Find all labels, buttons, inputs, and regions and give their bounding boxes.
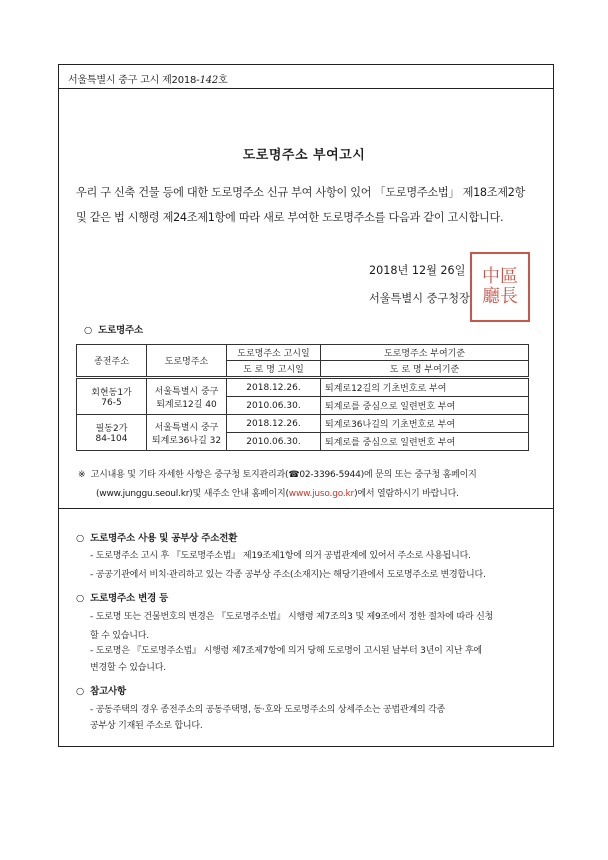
section-heading xyxy=(76,590,168,604)
road-line: 퇴계로12길 40 xyxy=(156,399,217,410)
section-title: 도로명주소 사용 및 공부상 주소전환 xyxy=(90,533,238,544)
list-item: - 도로명 또는 건물번호의 변경은 『도로명주소법』 시행령 제7조의3 및 제9조에서 정한 절차에 따라 신청 xyxy=(90,612,494,622)
basis-cell: 퇴계로36나길의 기초번호로 부여 xyxy=(321,415,529,433)
note-mark: ※ xyxy=(78,470,86,480)
jibun-line: 84-104 xyxy=(95,434,128,444)
intro-line-2: 및 같은 법 시행령 제24조제1항에 따라 새로 부여한 도로명주소를 다음과 같이 고시합니다. xyxy=(76,211,504,224)
note-text: )에서 열람하시기 바랍니다. xyxy=(354,489,459,499)
list-item: - 공동주택의 경우 종전주소의 공동주택명, 동·호와 도로명주소의 상세주소는 공법관계의 각종 xyxy=(90,705,446,715)
date-cell: 2018.12.26. xyxy=(227,415,321,433)
intro-paragraph xyxy=(76,180,546,230)
note-text: (www.junggu.seoul.kr)및 새주소 안내 홈페이지( xyxy=(96,489,289,499)
date-cell: 2010.06.30. xyxy=(227,433,321,451)
contact-note xyxy=(78,466,538,504)
official-seal-stamp: 中區 廳長 xyxy=(470,252,530,322)
road-line: 퇴계로36나길 32 xyxy=(151,435,222,446)
note-text: 고시내용 및 기타 자세한 사항은 중구청 토지관리과(☎02-3396-5944)에 문의 또는 중구청 홈페이지 xyxy=(90,470,477,480)
col-header-basis-bottom: 도 로 명 부여기준 xyxy=(321,361,529,378)
jibun-cell xyxy=(77,378,147,415)
notice-number-prefix: 서울특별시 중구 고시 제2018- xyxy=(68,75,200,86)
jibun-line: 76-5 xyxy=(101,398,122,408)
jibun-cell xyxy=(77,415,147,451)
juso-link[interactable]: www.juso.go.kr xyxy=(288,489,355,499)
list-item: 할 수 있습니다. xyxy=(90,631,149,641)
list-item: - 도로명주소 고시 후 『도로명주소법』 제19조제1항에 의거 공법관계에 있어서 주소로 사용됩니다. xyxy=(90,551,471,561)
section-bullet: ○ xyxy=(76,593,85,604)
col-header-jibun: 종전주소 xyxy=(77,345,147,378)
section-title: 참고사항 xyxy=(90,686,127,697)
road-line: 서울특별시 중구 xyxy=(154,386,219,397)
list-item: - 공공기관에서 비치·관리하고 있는 각종 공부상 주소(소재지)는 해당기관에서 도로명주소로 변경합니다. xyxy=(90,570,486,580)
section-bullet: ○ xyxy=(84,325,93,336)
basis-cell: 퇴계로를 중심으로 일련번호 부여 xyxy=(321,397,529,415)
note-line-1 xyxy=(78,466,538,485)
list-item: - 도로명은 『도로명주소법』 시행령 제7조제7항에 의거 당해 도로명이 고시된 날부터 3년이 지난 후에 xyxy=(90,646,482,656)
section-bullet: ○ xyxy=(76,686,85,697)
table-row xyxy=(77,415,529,433)
issuer-name: 서울특별시 중구청장 xyxy=(369,292,470,305)
col-header-road: 도로명주소 xyxy=(147,345,227,378)
section-bullet: ○ xyxy=(76,533,85,544)
address-table xyxy=(76,344,529,451)
section-address-heading xyxy=(84,322,143,336)
date-cell: 2018.12.26. xyxy=(227,378,321,397)
col-header-notice-date-top: 도로명주소 고시일 xyxy=(227,345,321,361)
notice-number-handwritten: 142 xyxy=(199,75,219,86)
list-item: 공부상 기재된 주소로 합니다. xyxy=(90,721,203,731)
jibun-line: 필동2가 xyxy=(95,424,128,434)
col-header-basis-top: 도로명주소 부여기준 xyxy=(321,345,529,361)
section-address-title: 도로명주소 xyxy=(98,325,143,336)
intro-line-1: 우리 구 신축 건물 등에 대한 도로명주소 신규 부여 사항이 있어 「도로명주소법」 제18조제2항 xyxy=(76,186,526,199)
note-line-2 xyxy=(78,485,538,504)
section-heading xyxy=(76,683,126,697)
basis-cell: 퇴계로를 중심으로 일련번호 부여 xyxy=(321,433,529,451)
jibun-line: 회현동1가 xyxy=(91,388,132,398)
basis-cell: 퇴계로12길의 기초번호로 부여 xyxy=(321,378,529,397)
notice-number xyxy=(68,71,228,86)
road-cell xyxy=(147,378,227,415)
page-title: 도로명주소 부여고시 xyxy=(242,148,366,163)
section-heading xyxy=(76,530,237,544)
table-row xyxy=(77,378,529,397)
section-title: 도로명주소 변경 등 xyxy=(90,593,169,604)
notice-number-suffix: 호 xyxy=(218,75,228,86)
notice-date: 2018년 12월 26일 xyxy=(369,264,466,277)
date-cell: 2010.06.30. xyxy=(227,397,321,415)
col-header-notice-date-bottom: 도 로 명 고시일 xyxy=(227,361,321,378)
section-divider xyxy=(58,508,554,509)
list-item: 변경할 수 있습니다. xyxy=(90,663,166,673)
road-cell xyxy=(147,415,227,451)
road-line: 서울특별시 중구 xyxy=(154,422,219,433)
